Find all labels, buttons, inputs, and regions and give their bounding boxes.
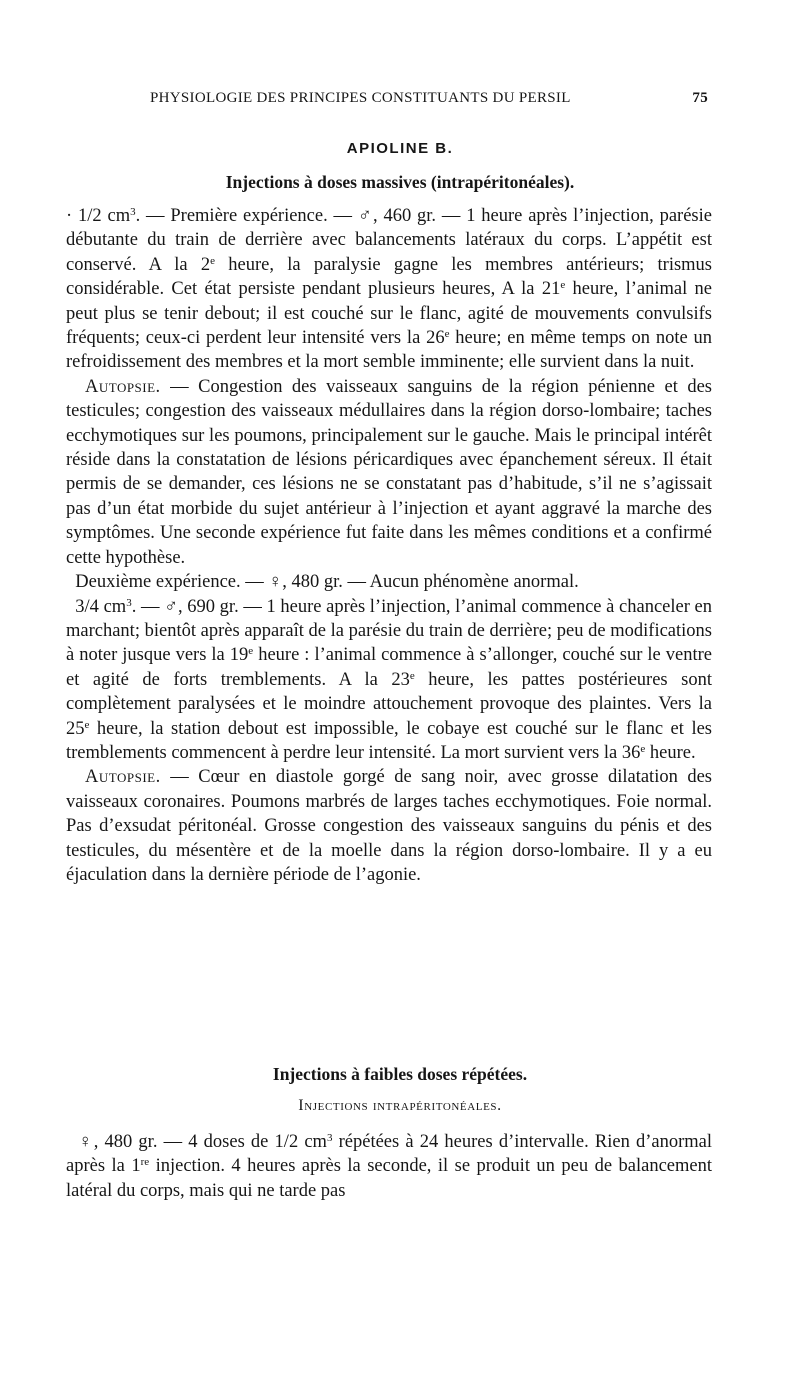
paragraph-experiment-4: ♀, 480 gr. — 4 doses de 1/2 $cm^3$ répétées à 24 heures d’intervalle. Rien d’anormal après la 1re injection. 4 heures après la seconde, il se produit un peu de balancement latéral du corps, mais qui ne tarde pas: [66, 1132, 713, 1201]
running-title: PHYSIOLOGIE DES PRINCIPES CONSTITUANTS DU PERSIL: [150, 90, 571, 106]
section-title-repeated-doses: Injections à faibles doses répétées.: [272, 1064, 528, 1084]
paragraph-experiment-1: · 1/2 $cm^3$. — Première expérience. — ♂, 460 gr. — 1 heure après l’injection, parésie débutante du train de derrière avec balancements latéraux du corps. L’appétit est conservé. A la 2e heure, la paralysie gagne les membres antérieurs; trismus considérable. Cet état persiste pendant plusieurs heures, A la 21e heure, l’animal ne peut plus se tenir debout; il est couché sur le flanc, agité de mouvements convulsifs fréquents; ceux-ci perdent leur intensité vers la 26e heure; en même temps on note un refroidissement des membres et la mort semble imminente; elle survient dans la nuit.: [66, 206, 712, 373]
section-label: APIOLINE B.: [346, 140, 454, 157]
body-text: [66, 204, 712, 887]
running-header: [150, 90, 708, 107]
section-subtitle-intraperitoneal: Injections intrapéritonéales.: [298, 1097, 502, 1114]
autopsy-label: Autopsie.: [85, 767, 161, 788]
autopsy-label: Autopsie.: [84, 376, 161, 397]
body-text-2: [66, 1130, 712, 1203]
section-title: Injections à doses massives (intrapéritonéales).: [225, 172, 575, 192]
paragraph-autopsy-1: Autopsie. — Congestion des vaisseaux sanguins de la région pénienne et des testicules; congestion des vaisseaux médullaires dans la région dorso-lombaire; taches ecchymotiques sur les poumons, principalement sur le gauche. Mais le principal intérêt réside dans la constatation de lésions péricardiques avec épanchement séreux. Il était permis de se demander, ces lésions ne se constatant pas d’habitude, s’il ne s’agissait pas d’un état morbide du sujet antérieur à l’injection et ayant aggravé la marche des symptômes. Une seconde expérience fut faite dans les mêmes conditions et a confirmé cette hypothèse.: [66, 376, 713, 568]
page-number: 75: [692, 90, 708, 106]
paragraph-autopsy-2: Autopsie. — Cœur en diastole gorgé de sang noir, avec grosse dilatation des vaisseaux coronaires. Poumons marbrés de larges taches ecchymotiques. Foie normal. Pas d’exsudat péritonéal. Grosse congestion des vaisseaux sanguins du pénis et des testicules, du mésentère et de la moelle dans la région dorso-lombaire. Il y a eu éjaculation dans la dernière période de l’agonie.: [66, 767, 712, 885]
paragraph-experiment-2: Deuxième expérience. — ♀, 480 gr. — Aucun phénomène anormal.: [75, 572, 579, 593]
paragraph-experiment-3: 3/4 $cm^3$. — ♂, 690 gr. — 1 heure après l’injection, l’animal commence à chanceler en marchant; bientôt après apparaît de la parésie du train de derrière; peu de modifications à noter jusque vers la 19e heure : l’animal commence à s’allonger, couché sur le ventre et agité de forts tremblements. A la 23e heure, les pattes postérieures sont complètement paralysées et le moindre attouchement provoque des plaintes. Vers la 25e heure, la station debout est impossible, le cobaye est couché sur le flanc et les tremblements commencent à perdre leur intensité. La mort survient vers la 36e heure.: [66, 596, 712, 763]
